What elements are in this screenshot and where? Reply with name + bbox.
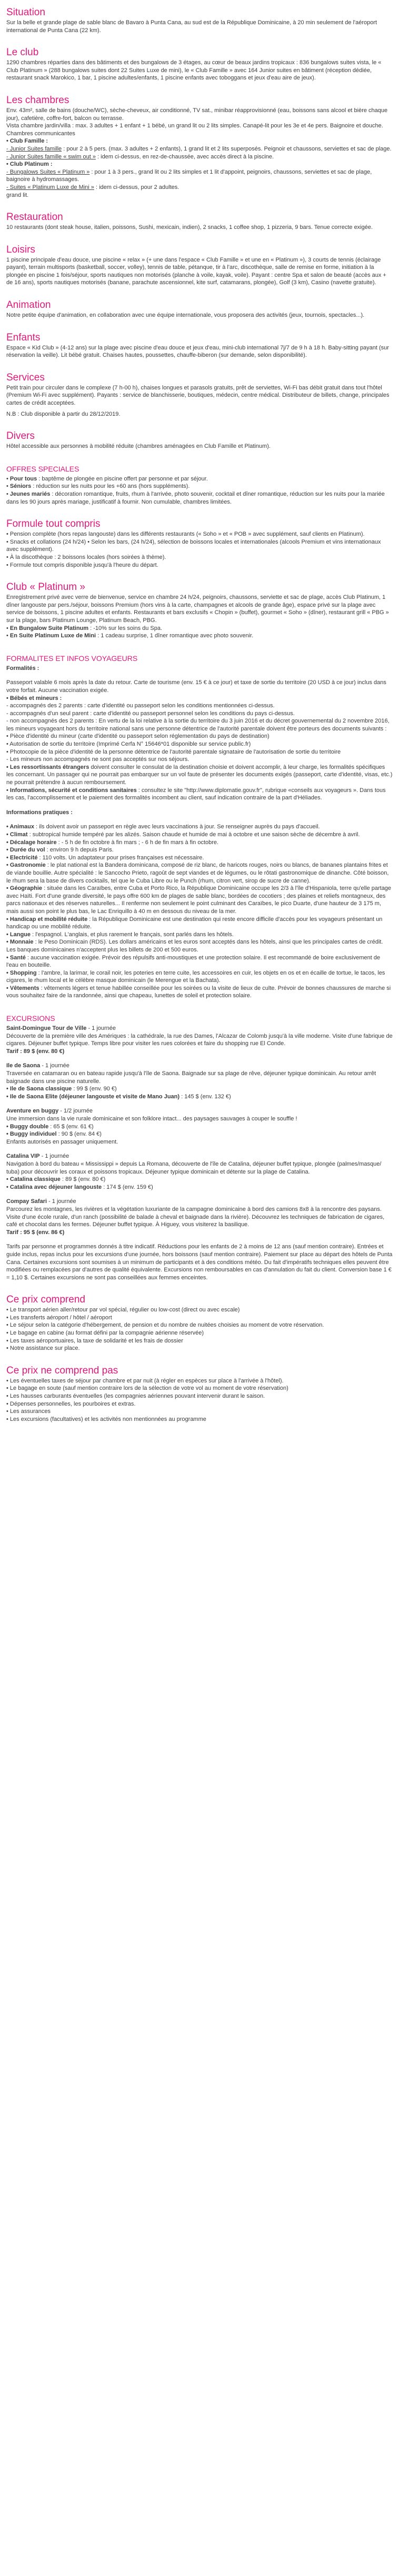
chambres-text-end: grand lit.	[6, 192, 29, 198]
info-item	[6, 938, 393, 954]
list-item: • Le bagage en soute (sauf mention contraire lors de la sélection de votre vol au moment de votre réservation)	[6, 1385, 393, 1392]
item-label: • Handicap et mobilité réduite	[6, 916, 88, 923]
item-text: : ils doivent avoir un passeport en règle avec leurs vaccinations à jour. Se renseigner auprès du pays d'accueil.	[34, 824, 320, 830]
section-title-chambres: Les chambres	[6, 94, 69, 106]
list-item: • Les transferts aéroport / hôtel / aéroport	[6, 1314, 393, 1322]
formalites-line: • Autorisation de sortie du territoire (Imprimé Cerfa N° 15646*01 disponible sur service public.fr)	[6, 741, 251, 748]
room-type-desc: : pour 1 à 3 pers., grand lit ou 2 lits simples et 1 lit d'appoint, peignoirs, chaussons, serviettes et sac de plage, baignoire à hydromassages.	[6, 168, 372, 183]
club-text: 1290 chambres réparties dans des bâtiments et des bungalows de 3 étages, au cœur de beaux jardins tropicaux : 836 bungalows suites vista, le « Club Platinum » (288 bungalows suites dont 22 Suites Luxe de mini), le « Club Famille » avec 164 Junior suites en bâtiment (réception dédiée, restaurant snack Marokico, 1 bar, 1 piscine adultes/enfants, 1 piscine enfants avec toboggans et jeux d'eau aire de jeux).	[6, 59, 382, 82]
excursion-title	[6, 1152, 393, 1160]
formalites-line: - accompagnés des 2 parents : carte d'identité ou passeport selon les conditions mentionnées ci-dessus.	[6, 703, 275, 709]
situation-text: Sur la belle et grande plage de sable blanc de Bavaro à Punta Cana, au sud est de la République Dominicaine, à 20 min seulement de l'aéroport international de Punta Cana (22 km).	[6, 19, 377, 34]
list-item	[6, 490, 393, 506]
item-text: : située dans les Caraïbes, entre Cuba et Porto Rico, la République Dominicaine occupe les 2/3 à l'île d'Hispaniola, terre qu'elle partage avec Haïti. Fort d'une grande diversité, le pays offre 600 km de plages de sable blanc, bordées de cocotiers ; des plaines et reliefs montagneux, des parcs nationaux et des réserves naturelles... Il renferme non seulement le point culminant des Caraïbes, le pico Duarte, d'une hauteur de 3 175 m, mais aussi son point le plus bas, le Lac Enriquillo à 40 m en dessous du niveau de la mer.	[6, 885, 392, 915]
list-item: • Notre assistance sur place.	[6, 1345, 393, 1352]
excursion-title	[6, 1107, 393, 1115]
item-text: : - 5 h de fin octobre à fin mars ; - 6 h de fin mars à fin octobre.	[56, 839, 219, 846]
section-title-situation: Situation	[6, 7, 45, 18]
excursion-duration: - 1 journée	[86, 1025, 116, 1032]
offres-list	[6, 475, 393, 506]
item-text: : la République Dominicaine est une destination qui reste encore difficile d'accès pour les voyageurs présentant un handicap ou une mobilité réduite.	[6, 916, 383, 930]
list-item: • Pension complète (hors repas langouste) dans les différents restaurants (« Soho » et « POB » avec supplément, sauf clients en Platinum).	[6, 530, 393, 538]
option-price: : 89 $ (env. 80 €)	[60, 1176, 106, 1183]
option-price: : 90 $ (env. 84 €)	[56, 1131, 102, 1138]
formalites-minors-label: • Bébés et mineurs :	[6, 695, 62, 701]
item-label: • Monnaie	[6, 939, 34, 946]
item-label: Pour tous	[9, 475, 37, 482]
info-item	[6, 831, 393, 839]
list-item	[6, 483, 393, 490]
item-label: • Langue	[6, 931, 31, 938]
section-title-animation: Animation	[6, 299, 51, 311]
formalites-line: • Pièce d'identité du mineur (carte d'identité ou passeport selon réglementation du pays de destination)	[6, 733, 270, 740]
comprend-list	[6, 1306, 393, 1352]
info-item	[6, 931, 393, 939]
option-price: : 145 $ (env. 132 €)	[179, 1093, 231, 1100]
option-name: • Catalina classique	[6, 1176, 61, 1183]
animation-text: Notre petite équipe d'animation, en collaboration avec une équipe internationale, vous proposera des activités (jeux, tournois, spectacles...).	[6, 312, 365, 319]
excursion-title	[6, 1025, 393, 1033]
item-label: • Electricité	[6, 854, 38, 861]
excursion-option	[6, 1093, 393, 1101]
excursion-option	[6, 1085, 393, 1093]
excursion-duration: - 1/2 journée	[58, 1108, 93, 1115]
item-text: : baptême de plongée en piscine offert par personne et par séjour.	[37, 475, 208, 482]
info-item	[6, 846, 393, 854]
info-item	[6, 839, 393, 847]
list-item	[6, 475, 393, 483]
formalites-line: - accompagnés d'un seul parent : carte d'identité ou passeport personnel selon les conditions du pays ci-dessus.	[6, 710, 295, 717]
ne-comprend-list	[6, 1377, 393, 1424]
item-label: • Géographie	[6, 885, 43, 892]
divers-text: Hôtel accessible aux personnes à mobilité réduite (chambres aménagées en Club Famille et Platinum).	[6, 443, 271, 450]
info-item	[6, 916, 393, 931]
restauration-text: 10 restaurants (dont steak house, italien, poissons, Sushi, mexicain, indien), 2 snacks, 1 coffee shop, 1 pizzeria, 9 bars. Tenue correcte exigée.	[6, 224, 373, 231]
item-text: : -10% sur les soins du Spa.	[88, 625, 163, 632]
section-title-offres: OFFRES SPECIALES	[6, 464, 79, 473]
room-type-name: - Junior Suites famille	[6, 145, 62, 152]
chambres-famille-junior	[6, 145, 393, 153]
excursion-title	[6, 1198, 393, 1206]
chambres-club-platinum-label: • Club Platinum :	[6, 161, 53, 168]
excursion-option	[6, 1130, 393, 1138]
excursion-price: Tarif : 89 $ (env. 80 €)	[6, 1048, 65, 1055]
section-title-enfants: Enfants	[6, 332, 41, 343]
item-text: : le Peso Dominicain (RDS). Les dollars américains et les euros sont acceptés dans les hôtels, ainsi que les principales cartes de crédit. Les banques dominicaines n'acceptent plus les billets de 200 et 500 euros.	[6, 939, 383, 953]
excursion-duration: - 1 journée	[40, 1063, 69, 1069]
list-item: • Le séjour selon la catégorie d'hébergement, de pension et du nombre de nuitées choisies au moment de votre réservation.	[6, 1321, 393, 1329]
formalites-line: - non accompagnés des 2 parents : En vertu de la loi relative à la sortie du territoire du 3 juin 2016 et du décret gouvernemental du 2 novembre 2016, les mineurs voyageant hors du territoire national sans une personne détentrice de l'autorité parentale doivent être porteurs des documents suivants :	[6, 718, 390, 732]
option-price: : 65 $ (env. 61 €)	[48, 1123, 94, 1130]
section-title-platinum: Club « Platinum »	[6, 582, 85, 593]
item-label: • Climat	[6, 831, 28, 838]
loisirs-text: 1 piscine principale d'eau douce, une piscine « relax » (+ une dans l'espace « Club Famille » et une en « Platinum »), 3 courts de tennis (éclairage payant), terrain multisports (basketball, soccer, volley), tennis de table, pétanque, tir à l'arc, discothèque, salle de remise en forme, initiation à la plongée en piscine 1 fois/séjour, sports nautiques non motorisés (planche à voile, kayak, voile). Payant : centre Spa et salon de beauté (accès aux + de 16 ans), sports nautiques motorisés (banane, parachute ascensionnel, kite surf, catamarans, plongée), Golf (3 km), Casino (navette gratuite).	[6, 256, 386, 286]
item-label: Jeunes mariés	[9, 491, 51, 497]
excursion-name: Aventure en buggy	[6, 1108, 59, 1115]
info-item	[6, 985, 393, 1000]
item-label: • Santé	[6, 954, 26, 961]
item-label: • Les ressortissants étrangers	[6, 764, 89, 770]
section-title-loisirs: Loisirs	[6, 244, 35, 255]
list-item: • Les hausses carburants éventuelles (les compagnies aériennes pouvant intervenir durant le saison.	[6, 1392, 393, 1400]
excursion-desc: Navigation à bord du bateau « Mississippi » depuis La Romana, découverte de l'île de Catalina, déjeuner buffet typique, plongée (palmes/masque/ tuba) pour découvrir les coraux et poissons tropicaux. Déjeuner typique dominicain et détente sur la plage de Catalina.	[6, 1160, 382, 1175]
item-label: • Durée du vol	[6, 847, 45, 854]
list-item	[6, 625, 393, 633]
excursion-desc: Une immersion dans la vie rurale dominicaine et son folklore intact... des paysages sauvages à couper le souffle !	[6, 1116, 297, 1122]
chambres-platinum-bungalow	[6, 168, 393, 184]
list-item: • À la discothèque : 2 boissons locales (hors soirées à thème).	[6, 554, 393, 562]
excursion-name: Catalina VIP	[6, 1153, 40, 1160]
chambres-text-2: Vista chambre jardin/villa : max. 3 adultes + 1 enfant + 1 bébé, un grand lit ou 2 lits simples. Canapé-lit pour les 3e et 4e pers. Baignoire et douche. Chambres communicantes	[6, 123, 383, 137]
option-price: : 174 $ (env. 159 €)	[102, 1184, 153, 1190]
excursion-price: Tarif : 95 $ (env. 86 €)	[6, 1229, 65, 1236]
item-text: : environ 9 h depuis Paris.	[45, 847, 114, 854]
list-item: • Le bagage en cabine (au format défini par la compagnie aérienne réservée)	[6, 1329, 393, 1337]
excursion-name: Saint-Domingue Tour de Ville	[6, 1025, 87, 1032]
services-text: Petit train pour circuler dans le complexe (7 h-00 h), chaises longues et parasols gratuits, prêt de serviettes, Wi-Fi bas débit gratuit dans tout l'hôtel (Premium Wi-Fi avec supplément). Payants : service de blanchisserie, boutiques, médecin, centre médical. Distributeur de billets, change, principales cartes de crédit acceptées.	[6, 384, 390, 407]
info-item	[6, 885, 393, 915]
item-label: Séniors	[9, 483, 32, 490]
item-text: : consultez le site "http://www.diplomatie.gouv.fr", rubrique «conseils aux voyageurs ». Dans tous les cas, l'accomplissement et le paiement des formalités incombent au client, sauf indication contraire de la part d'Héliades.	[6, 787, 386, 801]
section-title-comprend: Ce prix comprend	[6, 1294, 85, 1306]
formalites-subtitle: Formalités :	[6, 665, 39, 671]
formalites-foreigners	[6, 764, 393, 787]
option-name: • Ile de Saona Elite (déjeuner langouste et visite de Mano Juan)	[6, 1093, 180, 1100]
excursion-note: Enfants autorisés en passager uniquement.	[6, 1138, 118, 1145]
option-price: : 99 $ (env. 90 €)	[72, 1086, 117, 1092]
excursion-desc: Traversée en catamaran ou en bateau rapide jusqu'à l'île de Saona. Baignade sur sa plage de rêve, déjeuner typique dominicain. Au retour arrêt baignade dans une piscine naturelle.	[6, 1070, 376, 1085]
list-item: • Dépenses personnelles, les pourboires et extras.	[6, 1400, 393, 1408]
formalites-line: • Photocopie de la pièce d'identité de la personne détentrice de l'autorité parentale signataire de l'autorisation de sortie du territoire	[6, 748, 341, 755]
list-item: • Formule tout compris disponible jusqu'à l'heure du départ.	[6, 562, 393, 569]
info-item	[6, 969, 393, 985]
list-item: • Les éventuelles taxes de séjour par chambre et par nuit (à régler en espèces sur place à l'arrivée à l'hôtel).	[6, 1377, 393, 1385]
excursion-desc: Parcourez les montagnes, les rivières et la végétation luxuriante de la campagne dominicaine à bord des camions 8x8 à la rencontre des paysans. Visite d'une école rurale, d'un ranch (possibilité de balade à cheval et baignade dans la rivière). Découvrez les techniques de fabrication de cigares, café et chocolat dans les fermes. Déjeuner buffet typique. À Higuey, vous visiterez la basilique.	[6, 1206, 385, 1228]
section-title-restauration: Restauration	[6, 212, 63, 223]
item-text: : l'ambre, la larimar, le corail noir, les poteries en terre cuite, les accessoires en cuir, les objets en os et en écaille de tortue, le tacos, les cigares, le rhum local et le célèbre masque dominicain (le Merengue et la Bachata).	[6, 969, 385, 984]
platinum-list	[6, 625, 393, 640]
item-label: En Suite Platinum Luxe de Mini	[9, 633, 96, 639]
excursion-option	[6, 1123, 393, 1131]
section-title-excursions: EXCURSIONS	[6, 1014, 55, 1023]
formalites-security	[6, 787, 393, 802]
option-name: • Buggy double	[6, 1123, 49, 1130]
formule-list	[6, 530, 393, 569]
info-item	[6, 861, 393, 885]
item-text: : l'espagnol. L'anglais, et plus rarement le français, sont parlés dans les hôtels.	[31, 931, 234, 938]
excursion-title	[6, 1062, 393, 1070]
item-text: : décoration romantique, fruits, rhum à l'arrivée, photo souvenir, cocktail et dîner romantique, réduction sur les nuits pour la mariée dans les 90 jours après mariage, justificatif à fournir. Non cumulable, chambres limitées.	[6, 491, 385, 505]
list-item: • Snacks et collations (24 h/24) • Selon les bars, (24 h/24), sélection de boissons locales et internationales (alcools Premium et vins internationaux avec supplément).	[6, 538, 393, 554]
room-type-name: - Bungalows Suites « Platinum »	[6, 168, 90, 175]
item-label: • Décalage horaire	[6, 839, 57, 846]
list-item: • Les assurances	[6, 1408, 393, 1416]
section-title-formule: Formule tout compris	[6, 518, 101, 530]
item-label: • Informations, sécurité et conditions sanitaires	[6, 787, 137, 794]
section-title-divers: Divers	[6, 430, 35, 442]
room-type-desc: : pour 2 à 5 pers. (max. 3 adultes + 2 enfants), 1 grand lit et 2 lits superposés. Peignoir et chaussons, serviettes et sac de plage.	[62, 145, 392, 152]
item-text: : aucune vaccination exigée. Prévoir des répulsifs anti-moustiques et une protection solaire. Il est recommandé de boire exclusivement de l'eau en bouteille.	[6, 954, 381, 969]
item-label: • Animaux	[6, 824, 34, 830]
infos-pratiques-subtitle: Informations pratiques :	[6, 809, 73, 816]
room-type-desc: : idem ci-dessus, pour 2 adultes.	[94, 184, 179, 191]
item-text: : 1 cadeau surprise, 1 dîner romantique avec photo souvenir.	[96, 633, 254, 639]
formalites-line: - Les mineurs non accompagnés ne sont pas acceptés sur nos séjours.	[6, 756, 189, 763]
section-title-formalites: FORMALITES ET INFOS VOYAGEURS	[6, 654, 138, 663]
services-note: N.B : Club disponible à partir du 28/12/2019.	[6, 410, 121, 417]
info-item	[6, 823, 393, 831]
item-text: : le plat national est la Bandera dominicana, composé de riz blanc, de haricots rouges, noirs ou blancs, de bananes plantains frites et de viande bouillie. Autre spécialité : le Sancocho Prieto, ragoût de sept viandes et de légumes, ou le rôtati gastronomique de dinanche. Côté boisson, le rhum sera la base de divers cocktails, tel que le Cuba Libre ou le Punch (rhum, citron vert, sirop de sucre de canne).	[6, 862, 389, 884]
item-text: : 110 volts. Un adaptateur pour prises françaises est nécessaire.	[37, 854, 204, 861]
item-label: En Bungalow Suite Platinum	[9, 625, 89, 632]
item-label: • Shopping	[6, 969, 37, 976]
info-item	[6, 854, 393, 862]
section-title-services: Services	[6, 372, 45, 383]
item-text: : vêtements légers et tenue habillée conseillée pour les soirées ou la visite de lieux de culte. Prévoir de bonnes chaussures de marche si vous souhaitez faire de la randonnée, ainsi que chapeau, lunettes de soleil et protection solaire.	[6, 985, 391, 999]
section-title-club: Le club	[6, 47, 39, 58]
excursion-duration: - 1 journée	[47, 1198, 76, 1205]
info-item	[6, 954, 393, 969]
option-name: • Catalina avec déjeuner langouste	[6, 1184, 102, 1190]
section-title-ne-comprend-pas: Ce prix ne comprend pas	[6, 1365, 118, 1376]
chambres-text-1: Env. 43m², salle de bains (douche/WC), sèche-cheveux, air conditionné, TV sat., minibar réapprovisionné (eau, boissons sans alcool et bière chaque jour), cafetière, coffre-fort, balcon ou terrasse.	[6, 107, 388, 122]
room-type-name: - Suites « Platinum Luxe de Mini »	[6, 184, 94, 191]
excursion-name: Compay Safari	[6, 1198, 47, 1205]
list-item	[6, 632, 393, 640]
item-text: : réduction sur les nuits pour les +60 ans (hors suppléments).	[31, 483, 190, 490]
option-name: • Buggy individuel	[6, 1131, 57, 1138]
excursions-note: Tarifs par personne et programmes donnés à titre indicatif. Réductions pour les enfants de 2 à moins de 12 ans (sauf mention contraire). Entrées et guide inclus, repas inclus pour les excursions d'une journée, hors boissons (sauf mention contraire). Paiement sur place au départ des hôtels de Punta Cana. Certaines excursions sont soumises à un minimum de participants et à des conditions météo. Du fait d'impératifs techniques elles peuvent être modifiées ou remplacées par d'autres de qualité équivalente. Excursions non remboursables en cas d'annulation du fait du client. Conversion base 1 € = 1,10 $. Certaines excursions ne sont pas conseillées aux femmes enceintes.	[6, 1244, 393, 1281]
excursion-name: Ile de Saona	[6, 1063, 41, 1069]
enfants-text: Espace « Kid Club » (4-12 ans) sur la plage avec piscine d'eau douce et jeux d'eau, mini-club international 7j/7 de 9 h à 18 h. Baby-sitting payant (sur réservation la veille). Lit bébé gratuit. Chaises hautes, poussettes, chauffe-biberon (sur demande, selon disponibilité).	[6, 344, 389, 359]
platinum-text: Enregistrement privé avec verre de bienvenue, service en chambre 24 h/24, peignoirs, chaussons, serviette et sac de plage, accès Club Platinum, 1 dîner langouste par pers./séjour, boissons Premium (hors vins à la carte, champagnes et alcools de grande âge), espace privé sur la plage avec service de boissons, 1 piscine adultes et enfants. Restaurants et bars exclusifs « Chopin » (buffet), gourmet « Soho » (dîner), restaurant grill « PBG » sur la plage, bars Platinum Lounge, Platinum Beach, PBG.	[6, 594, 389, 624]
excursion-desc: Découverte de la première ville des Amériques : la cathédrale, la rue des Dames, l'Alcazar de Colomb jusqu'à la ville moderne. Visite d'une fabrique de cigares. Déjeuner buffet typique. Temps libre pour visiter les rues colorées et faire du shopping rue El Conde.	[6, 1033, 393, 1047]
item-text: : subtropical humide tempéré par les alizés. Saison chaude et humide de mai à octobre et une saison sèche de décembre à avril.	[27, 831, 360, 838]
excursion-option	[6, 1176, 393, 1184]
item-label: • Vêtements	[6, 985, 39, 991]
list-item: • Le transport aérien aller/retour par vol spécial, régulier ou low-cost (direct ou avec escale)	[6, 1306, 393, 1314]
formalites-text: Passeport valable 6 mois après la date du retour. Carte de tourisme (env. 15 € à ce jour) et taxe de sortie du territoire (20 USD à ce jour) inclus dans votre forfait. Aucune vaccination exigée.	[6, 679, 386, 694]
option-name: • Ile de Saona classique	[6, 1086, 72, 1092]
chambres-platinum-luxe	[6, 184, 393, 192]
chambres-famille-swimout	[6, 153, 393, 161]
excursion-option	[6, 1184, 393, 1191]
list-item: • Les taxes aéroportuaires, la taxe de solidarité et les frais de dossier	[6, 1337, 393, 1345]
excursion-duration: - 1 journée	[39, 1153, 69, 1160]
room-type-desc: : idem ci-dessus, en rez-de-chaussée, avec accès direct à la piscine.	[95, 153, 274, 160]
chambres-club-famille-label: • Club Famille :	[6, 138, 48, 145]
room-type-name: - Junior Suites famille « swim out »	[6, 153, 96, 160]
item-label: • Gastronomie	[6, 862, 46, 869]
list-item: • Les excursions (facultatives) et les activités non mentionnées au programme	[6, 1416, 393, 1424]
item-text: doivent consulter le consulat de la destination choisie et doivent accomplir, à leur charge, les formalités spécifiques les concernant. Un passager qui ne pourrait pas embarquer sur un vol faute de présenter les documents exigés (passeport, carte d'identité, visas, etc.) ne pourrait prétendre à aucun remboursement.	[6, 764, 393, 786]
